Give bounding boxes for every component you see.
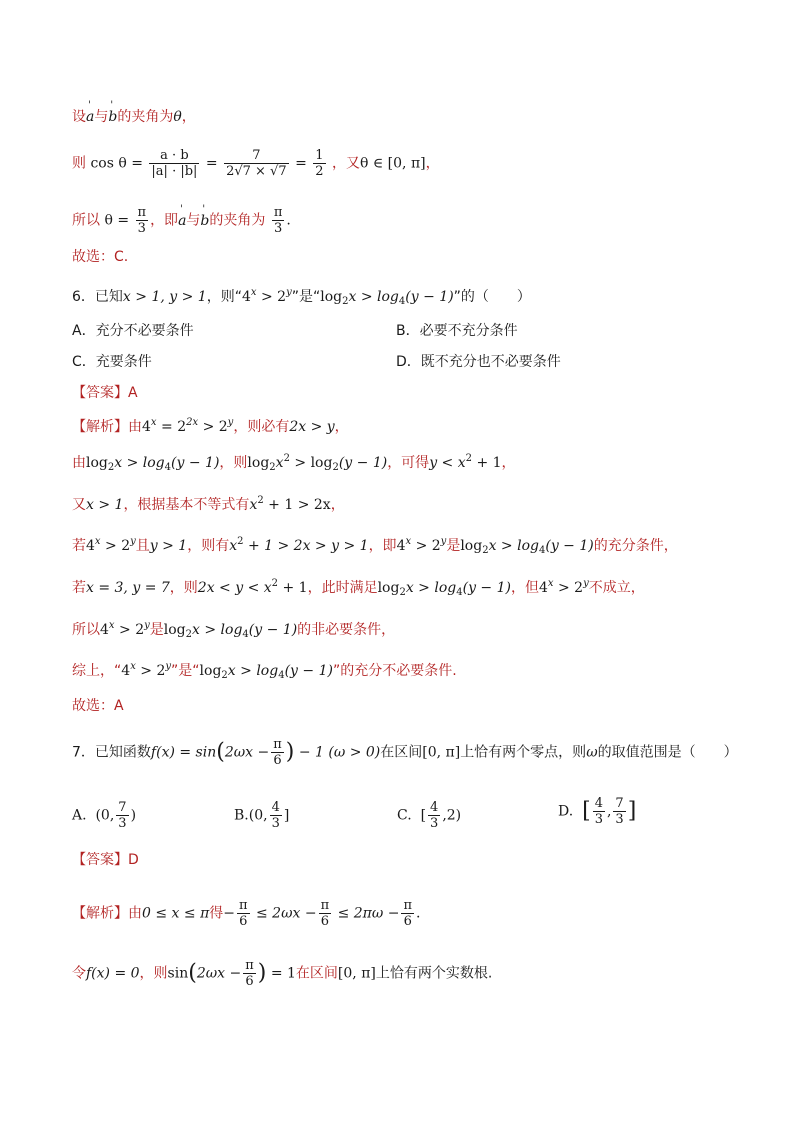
option-7b[interactable]: B.(0, $\frac{4}{3}$ ]: [234, 800, 290, 831]
answer-7: 【答案】D: [72, 852, 139, 868]
fraction: $\frac{1}{2}$: [315, 148, 324, 179]
fraction: $\frac{\pi}{6}$: [403, 898, 413, 929]
fraction: $\frac{\pi}{3}$: [137, 205, 147, 236]
fraction: $\frac{a \cdot b}{|a| \cdot |b|}$: [151, 148, 198, 179]
question-7: 7．已知函数f(x) = sin(2ωx − $\frac{\pi}{6}$ ) − 1 (ω > 0)在区间[0, π]上恰有两个零点，则ω的取值范围是（ ）: [72, 737, 738, 768]
explanation-6-line-7: 综上，“$4^x > 2^y$”是“$\log_2x > \log_4(y - 1)$”的充分不必要条件.: [72, 661, 457, 681]
explanation-6-line-3: 又x > 1，根据基本不等式有$x^2 + 1 > 2x$，: [72, 495, 345, 513]
choice-line-6: 故选：A: [72, 698, 124, 714]
fraction: $\frac{\pi}{6}$: [320, 898, 330, 929]
explanation-6-line-5: 若x = 3, y = 7，则$2x < y < x^2 + 1$，此时满足$\log_2x > \log_4(y - 1)$，但$4^x > 2^y$不成立，: [72, 578, 645, 598]
question-6: 6．已知x > 1, y > 1，则“$4^x > 2^y$”是“$\log_2x > \log_4(y - 1)$”的（ ）: [72, 287, 531, 307]
option-6b[interactable]: B．必要不充分条件: [396, 323, 518, 339]
solution-line-3: 所以 θ = $\frac{\pi}{3}$ ，即' a与' b的夹角为 $\frac{\pi}{3}$ .: [72, 205, 291, 236]
fraction: $\frac{\pi}{6}$: [239, 898, 248, 929]
fraction: $\frac{7}{2√7 \times √7}$: [226, 148, 287, 179]
fraction: $\frac{4}{3}$: [430, 800, 439, 831]
solution-line-2: 则 cos θ = $\frac{a \cdot b}{|a| \cdot |b|}$ = $\frac{7}{2√7 \times √7}$ = $\frac{1}{2}$ ，又θ ∈ [0, π]，: [72, 148, 440, 179]
fraction: $\frac{\pi}{6}$: [273, 737, 282, 768]
fraction: $\frac{4}{3}$: [271, 800, 280, 831]
option-7c[interactable]: C. [ $\frac{4}{3}$ ,2): [397, 800, 462, 831]
explanation-6-line-6: 所以$4^x > 2^y$是$\log_2x > \log_4(y - 1)$的非必要条件，: [72, 620, 396, 640]
fraction: $\frac{4}{3}$: [594, 796, 603, 827]
option-6a[interactable]: A．充分不必要条件: [72, 323, 194, 339]
solution-line-1: 设' a与' b的夹角为θ，: [72, 110, 196, 124]
explanation-6-line-2: 由$\log_2x > \log_4(y - 1)$，则$\log_2x^2 > \log_2(y - 1)$，可得$y < x^2 + 1$，: [72, 453, 516, 473]
explanation-6-line-4: 若$4^x > 2^y$且y > 1，则有$x^2 + 1 > 2x > y > 1$，即$4^x > 2^y$是$\log_2x > \log_4(y - 1)$的充分条件，: [72, 536, 678, 556]
explanation-7-line-1: 【解析】由0 ≤ x ≤ π得− $\frac{\pi}{6}$ ≤ 2ωx − $\frac{\pi}{6}$ ≤ 2πω − $\frac{\pi}{6}$ .: [72, 898, 421, 929]
option-7d[interactable]: D. [ $\frac{4}{3}$ , $\frac{7}{3}$ ]: [558, 796, 637, 827]
option-6d[interactable]: D．既不充分也不必要条件: [396, 354, 561, 370]
fraction: $\frac{\pi}{3}$: [273, 205, 283, 236]
option-6c[interactable]: C．充要条件: [72, 354, 152, 370]
explanation-7-line-2: 令f(x) = 0，则sin(2ωx − $\frac{\pi}{6}$ ) = 1在区间[0, π]上恰有两个实数根.: [72, 958, 493, 989]
explanation-6-line-1: 【解析】由$4^x = 2^{2x} > 2^y$，则必有2x > y，: [72, 417, 349, 435]
choice-line-5: 故选：C.: [72, 249, 129, 265]
fraction: $\frac{\pi}{6}$: [245, 958, 254, 989]
fraction: $\frac{7}{3}$: [118, 800, 127, 831]
answer-6: 【答案】A: [72, 385, 138, 401]
option-7a[interactable]: A. (0, $\frac{7}{3}$ ): [72, 800, 137, 831]
fraction: $\frac{7}{3}$: [615, 796, 624, 827]
